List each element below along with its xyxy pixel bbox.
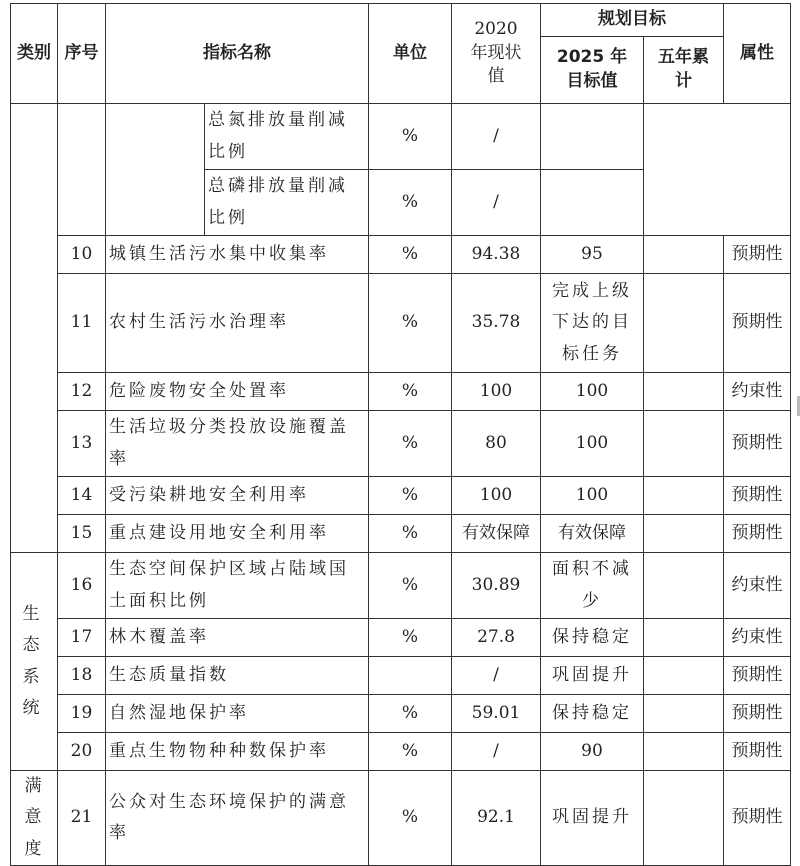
header-current: 2020 年现状值: [452, 4, 541, 104]
header-attribute: 属性: [724, 4, 791, 104]
current-value: 80: [452, 411, 541, 477]
unit-cell: [369, 657, 452, 695]
cumulative-value: [644, 477, 724, 515]
cumulative-value: [644, 657, 724, 695]
number-cell: 18: [58, 657, 106, 695]
current-value: 94.38: [452, 236, 541, 274]
target-value: 95: [541, 236, 644, 274]
unit-cell: %: [369, 236, 452, 274]
cumulative-value: [644, 373, 724, 411]
indicator-name: 生态质量指数: [106, 657, 369, 695]
cumulative-value: [644, 619, 724, 657]
current-value: /: [452, 104, 541, 170]
table-row: [11, 104, 791, 170]
number-cell: 16: [58, 553, 106, 619]
number-cell: 13: [58, 411, 106, 477]
indicator-name: 危险废物安全处置率: [106, 373, 369, 411]
number-cell: 17: [58, 619, 106, 657]
current-value: 92.1: [452, 771, 541, 866]
cumulative-value: [644, 274, 724, 373]
number-cell: 12: [58, 373, 106, 411]
merged-blank-cell: [644, 104, 791, 236]
unit-cell: %: [369, 553, 452, 619]
target-value: 有效保障: [541, 515, 644, 553]
unit-cell: %: [369, 477, 452, 515]
unit-cell: %: [369, 695, 452, 733]
table-row: [11, 236, 791, 274]
unit-cell: %: [369, 619, 452, 657]
indicator-name: 重点建设用地安全利用率: [106, 515, 369, 553]
target-value: [541, 170, 644, 236]
table-row: [11, 733, 791, 771]
current-value: 35.78: [452, 274, 541, 373]
number-cell: 14: [58, 477, 106, 515]
target-value: 100: [541, 373, 644, 411]
number-cell: 20: [58, 733, 106, 771]
cumulative-value: [644, 236, 724, 274]
unit-cell: %: [369, 274, 452, 373]
number-cell: 10: [58, 236, 106, 274]
table-row: [11, 771, 791, 866]
category-satisfaction: 满意度: [11, 771, 58, 866]
current-value: 30.89: [452, 553, 541, 619]
unit-cell: %: [369, 373, 452, 411]
indicator-name: 城镇生活污水集中收集率: [106, 236, 369, 274]
header-category: 类别: [11, 4, 58, 104]
unit-cell: %: [369, 170, 452, 236]
header-target-2025: 2025 年目标值: [541, 37, 644, 104]
category-cell: [11, 104, 58, 553]
attribute-value: 约束性: [724, 619, 791, 657]
indicator-name: 生态空间保护区域占陆域国土面积比例: [106, 553, 369, 619]
current-value: 27.8: [452, 619, 541, 657]
indicator-name: 自然湿地保护率: [106, 695, 369, 733]
target-value: 面积不减少: [541, 553, 644, 619]
attribute-value: 预期性: [724, 771, 791, 866]
header-indicator: 指标名称: [106, 4, 369, 104]
attribute-value: 预期性: [724, 657, 791, 695]
target-value: 巩固提升: [541, 771, 644, 866]
cumulative-value: [644, 733, 724, 771]
number-cell: 11: [58, 274, 106, 373]
attribute-value: 预期性: [724, 411, 791, 477]
table-row: [11, 619, 791, 657]
attribute-value: 预期性: [724, 236, 791, 274]
target-value: 90: [541, 733, 644, 771]
unit-cell: %: [369, 104, 452, 170]
table-row: [11, 373, 791, 411]
indicator-name: 林木覆盖率: [106, 619, 369, 657]
indicator-name: 总氮排放量削减比例: [205, 104, 369, 170]
unit-cell: %: [369, 733, 452, 771]
cumulative-value: [644, 771, 724, 866]
table-row: [11, 657, 791, 695]
table-row: [11, 695, 791, 733]
attribute-value: 预期性: [724, 477, 791, 515]
cumulative-value: [644, 553, 724, 619]
target-value: 巩固提升: [541, 657, 644, 695]
unit-cell: %: [369, 771, 452, 866]
indicator-name: 受污染耕地安全利用率: [106, 477, 369, 515]
attribute-value: 约束性: [724, 553, 791, 619]
indicator-name: 总磷排放量削减比例: [205, 170, 369, 236]
unit-cell: %: [369, 515, 452, 553]
header-target-group: 规划目标: [541, 4, 724, 37]
category-eco: 生态系统: [11, 553, 58, 771]
cumulative-value: [644, 515, 724, 553]
current-value: 100: [452, 373, 541, 411]
header-number: 序号: [58, 4, 106, 104]
header-unit: 单位: [369, 4, 452, 104]
indicator-name: 农村生活污水治理率: [106, 274, 369, 373]
spacer-cell: [106, 104, 205, 236]
table-row: [11, 274, 791, 373]
number-cell: 15: [58, 515, 106, 553]
cumulative-value: [644, 411, 724, 477]
attribute-value: 预期性: [724, 274, 791, 373]
unit-cell: %: [369, 411, 452, 477]
attribute-value: 预期性: [724, 515, 791, 553]
table-row: [11, 411, 791, 477]
cumulative-value: [644, 695, 724, 733]
current-value: 有效保障: [452, 515, 541, 553]
attribute-value: 约束性: [724, 373, 791, 411]
attribute-value: 预期性: [724, 695, 791, 733]
target-value: [541, 104, 644, 170]
indicator-name: 生活垃圾分类投放设施覆盖率: [106, 411, 369, 477]
table-row: [11, 477, 791, 515]
current-value: 100: [452, 477, 541, 515]
indicator-table: [10, 3, 791, 866]
target-value: 完成上级下达的目标任务: [541, 274, 644, 373]
target-value: 100: [541, 411, 644, 477]
header-five-year: 五年累计: [644, 37, 724, 104]
attribute-value: 预期性: [724, 733, 791, 771]
target-value: 保持稳定: [541, 695, 644, 733]
current-value: /: [452, 657, 541, 695]
table-row: [11, 553, 791, 619]
target-value: 100: [541, 477, 644, 515]
current-value: /: [452, 733, 541, 771]
table-row: [11, 515, 791, 553]
indicator-name: 重点生物物种种数保护率: [106, 733, 369, 771]
current-value: /: [452, 170, 541, 236]
number-cell: 19: [58, 695, 106, 733]
current-value: 59.01: [452, 695, 541, 733]
indicator-name: 公众对生态环境保护的满意率: [106, 771, 369, 866]
target-value: 保持稳定: [541, 619, 644, 657]
number-cell: [58, 104, 106, 236]
number-cell: 21: [58, 771, 106, 866]
